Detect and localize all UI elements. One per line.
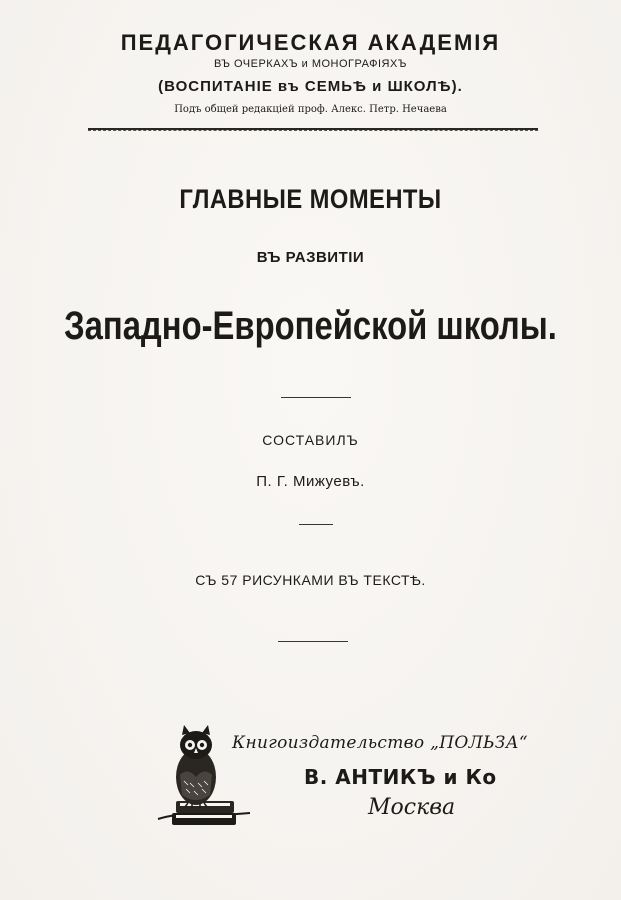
title-line-3: Западно-Европейской школы. [64,304,557,348]
composed-by-label: СОСТАВИЛЪ [262,432,359,448]
editor-line: Подъ общей редакцiей проф. Алекс. Петр. Нечаева [174,104,447,115]
separator-rule [299,524,333,525]
separator-rule [281,397,351,398]
publisher-city: Москва [368,795,456,820]
illustrations-note: СЪ 57 РИСУНКАМИ ВЪ ТЕКСТѢ. [195,572,426,588]
separator-rule [278,641,348,642]
series-subtitle: ВЪ ОЧЕРКАХЪ и МОНОГРАФIЯХЪ [213,58,407,70]
publisher-firm: В. АНТИКЪ и Ко [304,765,497,789]
series-title: ПЕДАГОГИЧЕСКАЯ АКАДЕМIЯ [120,30,501,55]
title-line-1: ГЛАВНЫЕ МОМЕНТЫ [179,184,442,214]
title-line-2: ВЪ РАЗВИТIИ [256,249,365,266]
author-name: П. Г. Мижуевъ. [256,473,365,490]
header-rule [88,128,538,131]
series-parenthetical: (ВОСПИТАНIЕ въ СЕМЬѢ и ШКОЛѢ). [158,78,463,95]
publisher-house: Книгоиздательство „ПОЛЬЗА“ [232,733,528,753]
